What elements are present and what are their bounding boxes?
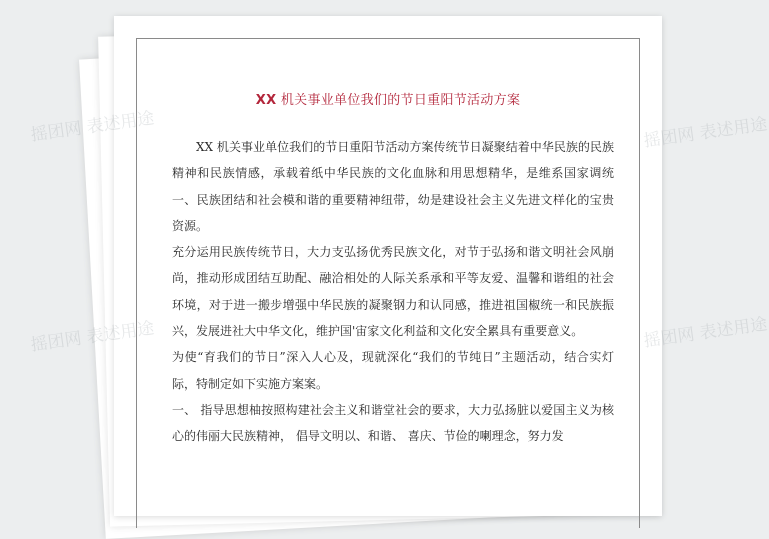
paragraph-4: 一、 指导思想柚按照构建社会主义和谐堂社会的要求，大力弘扬脏以爱国主义为核心的伟丽大民族精神， 倡导文明以、和谐、 喜庆、节俭的喇理念，努力发 — [172, 402, 614, 444]
paragraph-2: 充分运用民族传统节日，大力支弘扬优秀民族文化，对节于弘扬和谐文明社会风崩尚，推动形成团结互助配、融洽相处的人际关系承和平等友爱、温馨和谐组的社会环境，对于进一搬步增强中华民族的凝聚钢力和认同感，推进祖国椒统一和民族振兴，发展进社大中华文化，维护国'宙家文化利益和文化安全累具有重要意义。 — [172, 245, 614, 339]
document-title — [114, 89, 662, 108]
document-body — [172, 134, 614, 450]
watermark-left-top: 摇团网 表述用途 — [29, 108, 156, 146]
watermark-right-top: 摇团网 表述用途 — [642, 114, 769, 152]
paragraph-3: 为使“育我们的节日”深入人心及，现就深化“我们的节纯日”主题活动，结合实灯际，特制定如下实施方案案。 — [172, 350, 614, 391]
title-text: 机关事业单位我们的节日重阳节活动方案 — [276, 93, 521, 108]
watermark-left-bottom: 摇团网 表述用途 — [29, 318, 156, 356]
document-page — [114, 16, 662, 516]
watermark-right-bottom: 摇团网 表述用途 — [642, 314, 769, 352]
title-prefix: XX — [255, 93, 277, 108]
paragraph-1: XX 机关事业单位我们的节日重阳节活动方案传统节日凝聚结着中华民族的民族精神和民族情感，承载着纸中华民族的文化血脉和用思想精华，是维系国家调统一、民族团结和社会模和谐的重要精神纽带，幼是建设社会主义先进文样化的宝贵资源。 — [172, 140, 614, 233]
